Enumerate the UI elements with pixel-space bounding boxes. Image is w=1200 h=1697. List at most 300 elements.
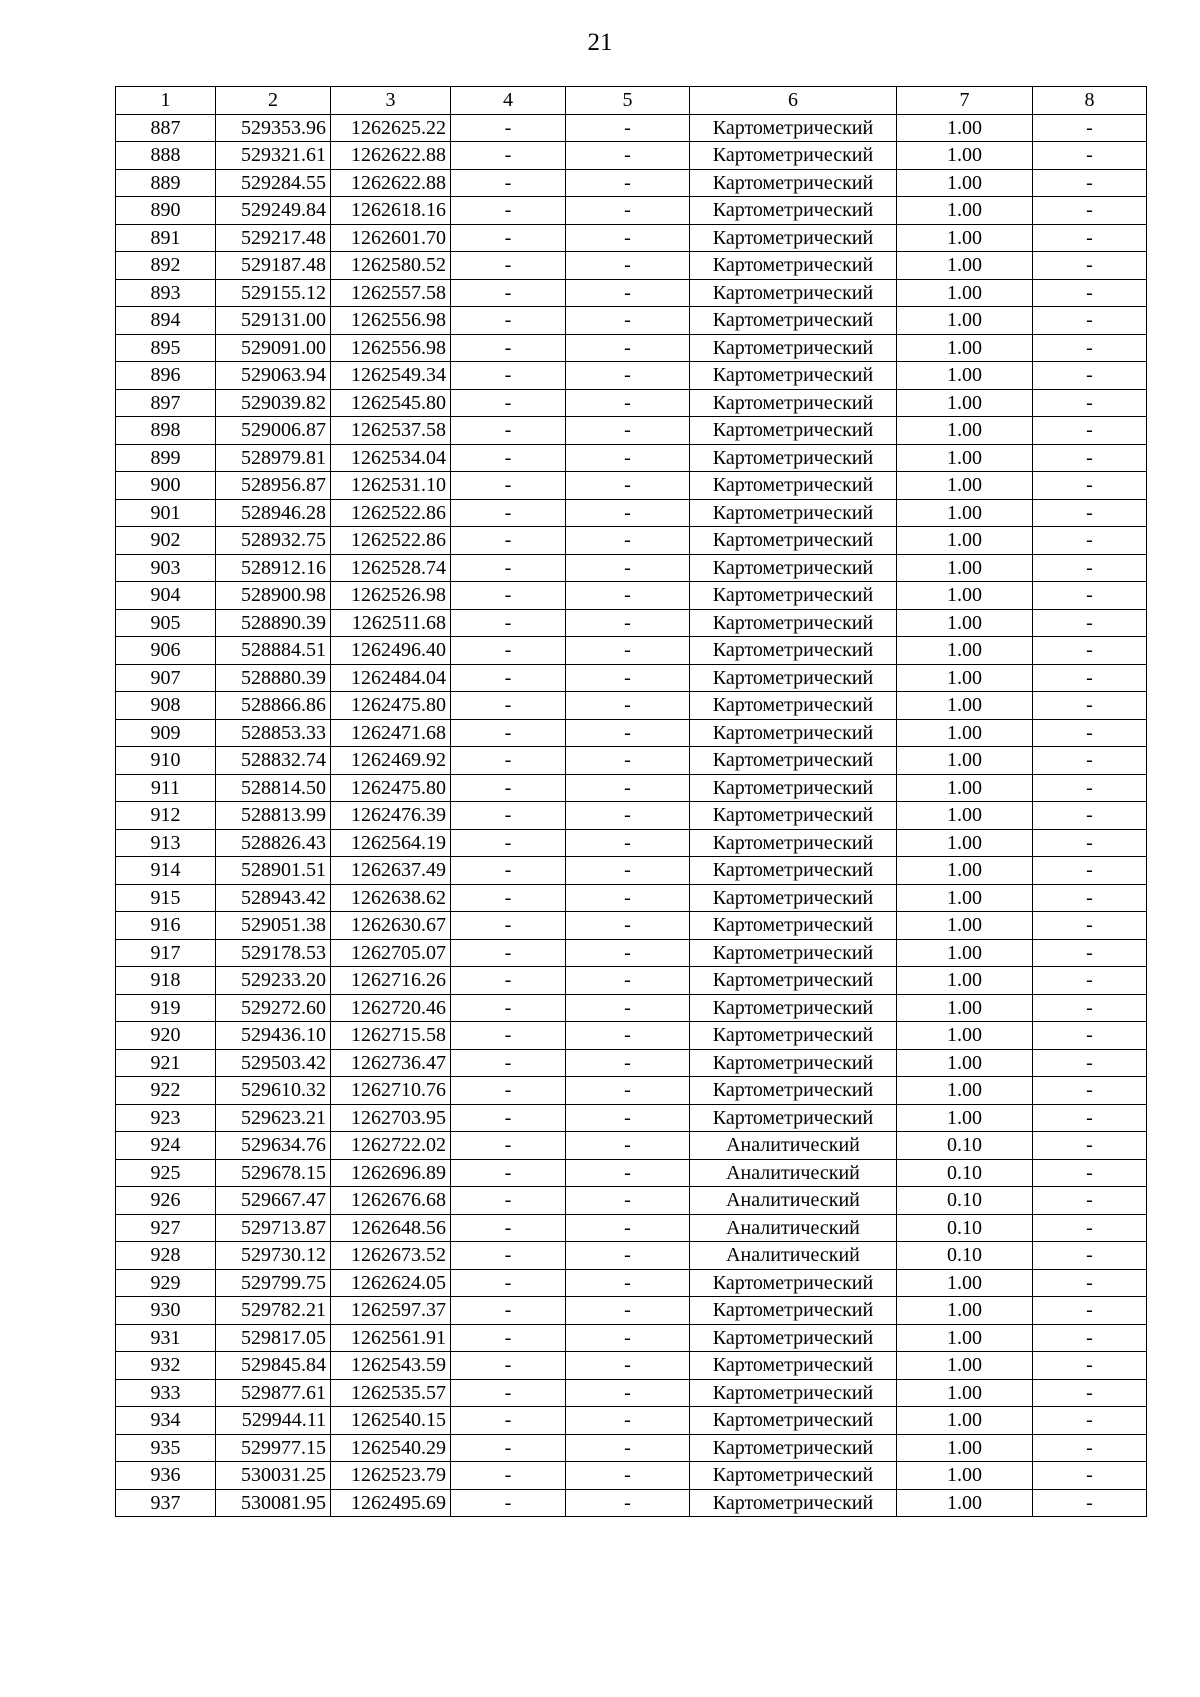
method: Картометрический (690, 912, 897, 940)
coordinate-x: 528880.39 (216, 664, 331, 692)
coordinate-x: 528890.39 (216, 609, 331, 637)
col-5-value: - (566, 1434, 690, 1462)
coordinate-x: 529782.21 (216, 1297, 331, 1325)
method: Картометрический (690, 802, 897, 830)
table-row (116, 1407, 1147, 1435)
method: Картометрический (690, 664, 897, 692)
table-row (116, 252, 1147, 280)
point-number: 921 (116, 1049, 216, 1077)
point-number: 894 (116, 307, 216, 335)
coordinate-y: 1262471.68 (331, 719, 451, 747)
accuracy: 1.00 (897, 224, 1033, 252)
col-4-value: - (451, 1434, 566, 1462)
table-row (116, 499, 1147, 527)
accuracy: 1.00 (897, 1489, 1033, 1517)
method: Аналитический (690, 1159, 897, 1187)
col-8-value: - (1033, 389, 1147, 417)
method: Картометрический (690, 1489, 897, 1517)
coordinate-y: 1262523.79 (331, 1462, 451, 1490)
coordinate-x: 529678.15 (216, 1159, 331, 1187)
col-5-value: - (566, 774, 690, 802)
method: Картометрический (690, 142, 897, 170)
coordinate-x: 529799.75 (216, 1269, 331, 1297)
col-8-value: - (1033, 554, 1147, 582)
coordinate-x: 529667.47 (216, 1187, 331, 1215)
table-row (116, 857, 1147, 885)
col-4-value: - (451, 114, 566, 142)
column-header: 8 (1033, 87, 1147, 115)
point-number: 923 (116, 1104, 216, 1132)
col-8-value: - (1033, 967, 1147, 995)
coordinate-y: 1262561.91 (331, 1324, 451, 1352)
table-row (116, 389, 1147, 417)
column-header: 6 (690, 87, 897, 115)
col-5-value: - (566, 142, 690, 170)
coordinate-x: 529155.12 (216, 279, 331, 307)
accuracy: 1.00 (897, 279, 1033, 307)
coordinate-y: 1262622.88 (331, 169, 451, 197)
point-number: 911 (116, 774, 216, 802)
coordinate-x: 528884.51 (216, 637, 331, 665)
coordinate-x: 529039.82 (216, 389, 331, 417)
table-row (116, 114, 1147, 142)
col-8-value: - (1033, 939, 1147, 967)
method: Картометрический (690, 582, 897, 610)
method: Картометрический (690, 114, 897, 142)
point-number: 903 (116, 554, 216, 582)
table-row (116, 1159, 1147, 1187)
col-5-value: - (566, 334, 690, 362)
point-number: 897 (116, 389, 216, 417)
col-8-value: - (1033, 802, 1147, 830)
coordinate-y: 1262710.76 (331, 1077, 451, 1105)
table-row (116, 1242, 1147, 1270)
method: Картометрический (690, 169, 897, 197)
accuracy: 1.00 (897, 774, 1033, 802)
col-4-value: - (451, 1104, 566, 1132)
coordinate-y: 1262496.40 (331, 637, 451, 665)
accuracy: 1.00 (897, 1297, 1033, 1325)
col-4-value: - (451, 912, 566, 940)
col-4-value: - (451, 1049, 566, 1077)
coordinate-y: 1262476.39 (331, 802, 451, 830)
method: Картометрический (690, 774, 897, 802)
point-number: 902 (116, 527, 216, 555)
coordinate-x: 529610.32 (216, 1077, 331, 1105)
col-4-value: - (451, 1324, 566, 1352)
point-number: 901 (116, 499, 216, 527)
coordinate-y: 1262601.70 (331, 224, 451, 252)
col-4-value: - (451, 747, 566, 775)
col-8-value: - (1033, 499, 1147, 527)
col-8-value: - (1033, 1489, 1147, 1517)
table-row (116, 1214, 1147, 1242)
point-number: 891 (116, 224, 216, 252)
col-8-value: - (1033, 774, 1147, 802)
coordinate-x: 528826.43 (216, 829, 331, 857)
table-row (116, 1049, 1147, 1077)
col-4-value: - (451, 334, 566, 362)
col-8-value: - (1033, 1104, 1147, 1132)
coordinate-y: 1262715.58 (331, 1022, 451, 1050)
coordinate-y: 1262564.19 (331, 829, 451, 857)
col-5-value: - (566, 1379, 690, 1407)
col-5-value: - (566, 417, 690, 445)
accuracy: 1.00 (897, 1434, 1033, 1462)
method: Картометрический (690, 857, 897, 885)
point-number: 907 (116, 664, 216, 692)
accuracy: 1.00 (897, 197, 1033, 225)
col-8-value: - (1033, 1242, 1147, 1270)
method: Картометрический (690, 719, 897, 747)
coordinate-y: 1262522.86 (331, 499, 451, 527)
coordinate-y: 1262469.92 (331, 747, 451, 775)
col-4-value: - (451, 994, 566, 1022)
accuracy: 1.00 (897, 939, 1033, 967)
col-5-value: - (566, 692, 690, 720)
method: Картометрический (690, 444, 897, 472)
coordinate-x: 529713.87 (216, 1214, 331, 1242)
col-5-value: - (566, 1187, 690, 1215)
col-5-value: - (566, 1022, 690, 1050)
coordinate-x: 529321.61 (216, 142, 331, 170)
table-row (116, 1132, 1147, 1160)
col-8-value: - (1033, 637, 1147, 665)
table-row (116, 362, 1147, 390)
method: Картометрический (690, 389, 897, 417)
accuracy: 1.00 (897, 1022, 1033, 1050)
coordinate-x: 528979.81 (216, 444, 331, 472)
col-5-value: - (566, 582, 690, 610)
coordinates-table (115, 86, 1147, 1517)
method: Картометрический (690, 472, 897, 500)
col-4-value: - (451, 197, 566, 225)
coordinate-y: 1262673.52 (331, 1242, 451, 1270)
point-number: 920 (116, 1022, 216, 1050)
col-8-value: - (1033, 1407, 1147, 1435)
method: Картометрический (690, 939, 897, 967)
accuracy: 1.00 (897, 114, 1033, 142)
method: Картометрический (690, 252, 897, 280)
coordinate-y: 1262625.22 (331, 114, 451, 142)
col-8-value: - (1033, 1434, 1147, 1462)
coordinate-y: 1262624.05 (331, 1269, 451, 1297)
accuracy: 1.00 (897, 142, 1033, 170)
point-number: 889 (116, 169, 216, 197)
point-number: 930 (116, 1297, 216, 1325)
coordinate-y: 1262522.86 (331, 527, 451, 555)
col-4-value: - (451, 527, 566, 555)
col-5-value: - (566, 252, 690, 280)
accuracy: 1.00 (897, 362, 1033, 390)
col-5-value: - (566, 1049, 690, 1077)
col-8-value: - (1033, 1324, 1147, 1352)
table-row (116, 279, 1147, 307)
point-number: 912 (116, 802, 216, 830)
col-5-value: - (566, 609, 690, 637)
point-number: 929 (116, 1269, 216, 1297)
coordinate-y: 1262556.98 (331, 334, 451, 362)
col-5-value: - (566, 912, 690, 940)
coordinate-x: 529187.48 (216, 252, 331, 280)
table-row (116, 802, 1147, 830)
col-8-value: - (1033, 169, 1147, 197)
coordinate-y: 1262475.80 (331, 774, 451, 802)
table-row (116, 527, 1147, 555)
coordinate-x: 529845.84 (216, 1352, 331, 1380)
accuracy: 1.00 (897, 1324, 1033, 1352)
method: Картометрический (690, 1049, 897, 1077)
coordinate-x: 528912.16 (216, 554, 331, 582)
point-number: 934 (116, 1407, 216, 1435)
point-number: 924 (116, 1132, 216, 1160)
point-number: 896 (116, 362, 216, 390)
coordinate-x: 530031.25 (216, 1462, 331, 1490)
accuracy: 1.00 (897, 692, 1033, 720)
method: Картометрический (690, 1269, 897, 1297)
table-row (116, 1352, 1147, 1380)
col-5-value: - (566, 1077, 690, 1105)
coordinate-y: 1262484.04 (331, 664, 451, 692)
method: Картометрический (690, 747, 897, 775)
method: Картометрический (690, 1434, 897, 1462)
col-8-value: - (1033, 417, 1147, 445)
accuracy: 1.00 (897, 857, 1033, 885)
method: Картометрический (690, 1324, 897, 1352)
method: Картометрический (690, 1022, 897, 1050)
accuracy: 1.00 (897, 307, 1033, 335)
point-number: 918 (116, 967, 216, 995)
accuracy: 1.00 (897, 1049, 1033, 1077)
coordinate-y: 1262540.29 (331, 1434, 451, 1462)
col-4-value: - (451, 472, 566, 500)
coordinate-x: 529503.42 (216, 1049, 331, 1077)
point-number: 927 (116, 1214, 216, 1242)
col-5-value: - (566, 829, 690, 857)
table-row (116, 307, 1147, 335)
accuracy: 1.00 (897, 527, 1033, 555)
col-4-value: - (451, 142, 566, 170)
col-4-value: - (451, 719, 566, 747)
col-4-value: - (451, 664, 566, 692)
coordinate-y: 1262736.47 (331, 1049, 451, 1077)
coordinate-x: 529623.21 (216, 1104, 331, 1132)
table-row (116, 1077, 1147, 1105)
col-5-value: - (566, 884, 690, 912)
table-body (116, 114, 1147, 1517)
point-number: 893 (116, 279, 216, 307)
method: Картометрический (690, 884, 897, 912)
col-4-value: - (451, 1462, 566, 1490)
col-5-value: - (566, 1462, 690, 1490)
point-number: 933 (116, 1379, 216, 1407)
col-4-value: - (451, 1077, 566, 1105)
col-4-value: - (451, 774, 566, 802)
col-4-value: - (451, 389, 566, 417)
coordinate-x: 529249.84 (216, 197, 331, 225)
point-number: 928 (116, 1242, 216, 1270)
coordinate-x: 528946.28 (216, 499, 331, 527)
coordinate-x: 529272.60 (216, 994, 331, 1022)
coordinate-y: 1262556.98 (331, 307, 451, 335)
point-number: 922 (116, 1077, 216, 1105)
accuracy: 1.00 (897, 884, 1033, 912)
coordinate-x: 529131.00 (216, 307, 331, 335)
col-5-value: - (566, 1132, 690, 1160)
col-8-value: - (1033, 1269, 1147, 1297)
accuracy: 1.00 (897, 637, 1033, 665)
accuracy: 0.10 (897, 1187, 1033, 1215)
col-8-value: - (1033, 829, 1147, 857)
table-header-row (116, 87, 1147, 115)
col-5-value: - (566, 1489, 690, 1517)
col-8-value: - (1033, 1297, 1147, 1325)
col-5-value: - (566, 1159, 690, 1187)
coordinate-y: 1262545.80 (331, 389, 451, 417)
point-number: 936 (116, 1462, 216, 1490)
col-8-value: - (1033, 527, 1147, 555)
col-8-value: - (1033, 197, 1147, 225)
col-5-value: - (566, 664, 690, 692)
col-8-value: - (1033, 1159, 1147, 1187)
col-8-value: - (1033, 692, 1147, 720)
col-4-value: - (451, 857, 566, 885)
method: Картометрический (690, 1297, 897, 1325)
accuracy: 1.00 (897, 912, 1033, 940)
col-4-value: - (451, 1187, 566, 1215)
coordinate-y: 1262720.46 (331, 994, 451, 1022)
col-8-value: - (1033, 252, 1147, 280)
table-row (116, 994, 1147, 1022)
method: Картометрический (690, 279, 897, 307)
col-5-value: - (566, 279, 690, 307)
col-4-value: - (451, 692, 566, 720)
point-number: 935 (116, 1434, 216, 1462)
accuracy: 1.00 (897, 829, 1033, 857)
col-5-value: - (566, 637, 690, 665)
method: Картометрический (690, 967, 897, 995)
col-4-value: - (451, 169, 566, 197)
col-4-value: - (451, 499, 566, 527)
accuracy: 1.00 (897, 1269, 1033, 1297)
point-number: 906 (116, 637, 216, 665)
coordinate-x: 530081.95 (216, 1489, 331, 1517)
col-8-value: - (1033, 1049, 1147, 1077)
col-8-value: - (1033, 279, 1147, 307)
col-5-value: - (566, 802, 690, 830)
point-number: 904 (116, 582, 216, 610)
accuracy: 1.00 (897, 472, 1033, 500)
method: Картометрический (690, 609, 897, 637)
point-number: 887 (116, 114, 216, 142)
col-4-value: - (451, 1407, 566, 1435)
method: Аналитический (690, 1242, 897, 1270)
col-5-value: - (566, 1214, 690, 1242)
coordinate-y: 1262630.67 (331, 912, 451, 940)
column-header: 1 (116, 87, 216, 115)
coordinate-y: 1262511.68 (331, 609, 451, 637)
table-row (116, 417, 1147, 445)
table-row (116, 719, 1147, 747)
column-header: 3 (331, 87, 451, 115)
col-5-value: - (566, 197, 690, 225)
method: Картометрический (690, 499, 897, 527)
coordinate-y: 1262531.10 (331, 472, 451, 500)
method: Картометрический (690, 692, 897, 720)
col-4-value: - (451, 362, 566, 390)
table-row (116, 1187, 1147, 1215)
table-row (116, 1297, 1147, 1325)
table-row (116, 664, 1147, 692)
col-4-value: - (451, 1214, 566, 1242)
table-row (116, 1462, 1147, 1490)
coordinate-y: 1262534.04 (331, 444, 451, 472)
coordinate-x: 528814.50 (216, 774, 331, 802)
col-4-value: - (451, 444, 566, 472)
point-number: 916 (116, 912, 216, 940)
method: Картометрический (690, 307, 897, 335)
column-header: 5 (566, 87, 690, 115)
point-number: 895 (116, 334, 216, 362)
point-number: 900 (116, 472, 216, 500)
method: Картометрический (690, 362, 897, 390)
col-4-value: - (451, 279, 566, 307)
accuracy: 1.00 (897, 1462, 1033, 1490)
coordinate-y: 1262535.57 (331, 1379, 451, 1407)
coordinate-y: 1262696.89 (331, 1159, 451, 1187)
col-5-value: - (566, 1352, 690, 1380)
method: Аналитический (690, 1214, 897, 1242)
col-8-value: - (1033, 1077, 1147, 1105)
point-number: 915 (116, 884, 216, 912)
table-row (116, 1104, 1147, 1132)
column-header: 4 (451, 87, 566, 115)
accuracy: 1.00 (897, 1379, 1033, 1407)
coordinate-y: 1262705.07 (331, 939, 451, 967)
col-4-value: - (451, 554, 566, 582)
accuracy: 1.00 (897, 417, 1033, 445)
col-8-value: - (1033, 664, 1147, 692)
col-5-value: - (566, 994, 690, 1022)
col-8-value: - (1033, 1352, 1147, 1380)
accuracy: 1.00 (897, 389, 1033, 417)
method: Картометрический (690, 554, 897, 582)
table-row (116, 1379, 1147, 1407)
coordinate-y: 1262557.58 (331, 279, 451, 307)
col-8-value: - (1033, 1214, 1147, 1242)
col-5-value: - (566, 554, 690, 582)
point-number: 917 (116, 939, 216, 967)
method: Картометрический (690, 637, 897, 665)
col-5-value: - (566, 1104, 690, 1132)
point-number: 892 (116, 252, 216, 280)
coordinate-y: 1262549.34 (331, 362, 451, 390)
method: Картометрический (690, 527, 897, 555)
coordinate-x: 528901.51 (216, 857, 331, 885)
col-4-value: - (451, 967, 566, 995)
col-5-value: - (566, 527, 690, 555)
point-number: 925 (116, 1159, 216, 1187)
coordinate-y: 1262716.26 (331, 967, 451, 995)
coordinate-x: 529178.53 (216, 939, 331, 967)
col-4-value: - (451, 1352, 566, 1380)
coordinate-y: 1262475.80 (331, 692, 451, 720)
accuracy: 1.00 (897, 1352, 1033, 1380)
accuracy: 1.00 (897, 1077, 1033, 1105)
accuracy: 1.00 (897, 554, 1033, 582)
col-8-value: - (1033, 307, 1147, 335)
col-8-value: - (1033, 1379, 1147, 1407)
